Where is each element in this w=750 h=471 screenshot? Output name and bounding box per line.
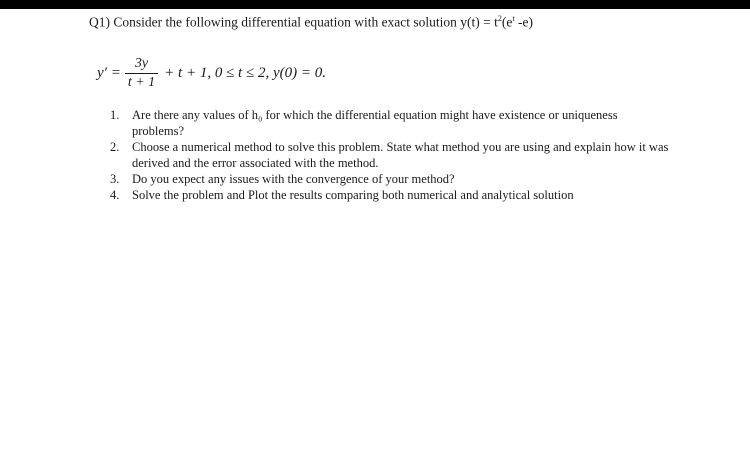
question-intro-mid: (e <box>501 14 513 30</box>
task-item <box>110 107 670 139</box>
task-list <box>110 107 670 203</box>
task-item <box>110 139 670 171</box>
task-item <box>110 187 670 203</box>
top-bar <box>0 0 750 9</box>
task-number: 4. <box>110 188 120 202</box>
question-intro-end: -e) <box>514 14 534 30</box>
question-intro: Consider the following differential equation with exact solution y(t) = t <box>113 14 498 30</box>
task-number: 2. <box>110 140 120 154</box>
differential-equation <box>97 50 326 96</box>
task-number: 1. <box>110 108 120 122</box>
question-label: Q1) <box>89 14 110 30</box>
equation-lhs: y′ = <box>97 64 121 81</box>
task-number: 3. <box>110 172 120 186</box>
equation-rest: + t + 1, 0 ≤ t ≤ 2, y(0) = 0. <box>164 64 326 81</box>
task-item <box>110 171 670 187</box>
task-text: Are there any values of h₀ for which the differential equation might have existence or uniqueness problems? <box>132 108 618 138</box>
fraction-denominator: t + 1 <box>125 73 158 90</box>
task-text: Choose a numerical method to solve this problem. State what method you are using and explain how it was derived and the error associated with the method. <box>132 140 669 170</box>
equation-fraction <box>125 57 158 90</box>
task-text: Solve the problem and Plot the results comparing both numerical and analytical solution <box>132 188 574 202</box>
exponent-two: 2 <box>497 14 502 23</box>
fraction-numerator: 3y <box>134 55 149 71</box>
task-text: Do you expect any issues with the convergence of your method? <box>132 172 455 186</box>
exponent-t: t <box>512 14 515 23</box>
question-header <box>89 14 533 31</box>
